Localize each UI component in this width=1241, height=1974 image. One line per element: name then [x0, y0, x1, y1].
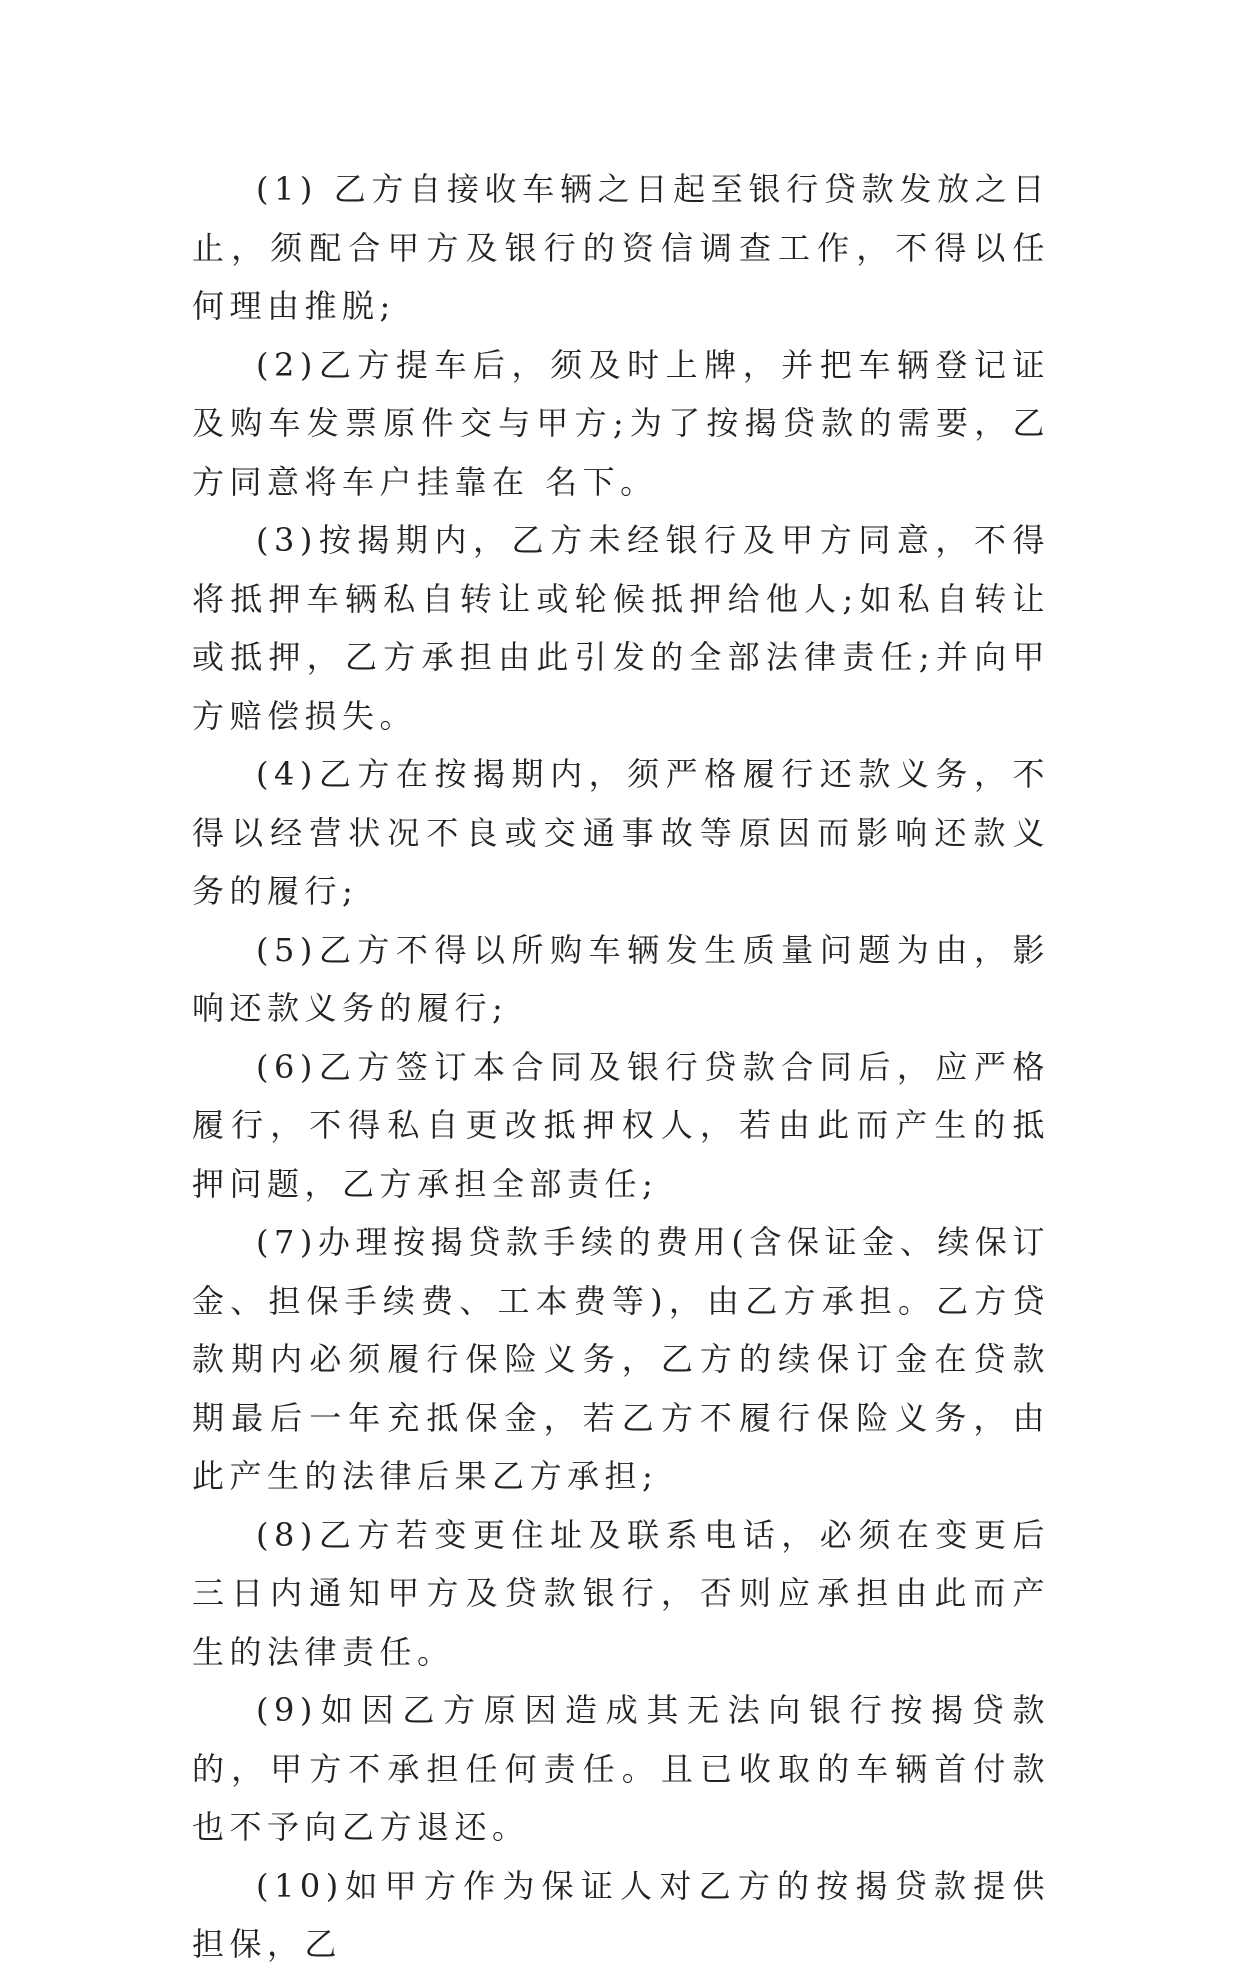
clause-9: (9)如因乙方原因造成其无法向银行按揭贷款的，甲方不承担任何责任。且已收取的车辆首付款也不予向乙方退还。: [192, 1691, 1050, 1846]
clause-6: (6)乙方签订本合同及银行贷款合同后，应严格履行，不得私自更改抵押权人，若由此而产生的抵押问题，乙方承担全部责任;: [192, 1047, 1050, 1203]
clause-4: (4)乙方在按揭期内，须严格履行还款义务，不得以经营状况不良或交通事故等原因而影响还款义务的履行;: [192, 755, 1050, 910]
clause-1: (1) 乙方自接收车辆之日起至银行贷款发放之日止，须配合甲方及银行的资信调查工作，不得以任何理由推脱;: [192, 170, 1050, 325]
clause-5: (5)乙方不得以所购车辆发生质量问题为由，影响还款义务的履行;: [192, 930, 1050, 1027]
document-body: [192, 160, 1050, 1974]
clause-8: (8)乙方若变更住址及联系电话，必须在变更后三日内通知甲方及贷款银行，否则应承担由此而产生的法律责任。: [192, 1515, 1050, 1671]
clause-3: (3)按揭期内，乙方未经银行及甲方同意，不得将抵押车辆私自转让或轮候抵押给他人;如私自转让或抵押，乙方承担由此引发的全部法律责任;并向甲方赔偿损失。: [192, 521, 1050, 735]
clause-2: (2)乙方提车后，须及时上牌，并把车辆登记证及购车发票原件交与甲方;为了按揭贷款的需要，乙方同意将车户挂靠在 名下。: [192, 345, 1050, 501]
clause-10: (10)如甲方作为保证人对乙方的按揭贷款提供担保，乙: [192, 1866, 1050, 1963]
clause-7: (7)办理按揭贷款手续的费用(含保证金、续保订金、担保手续费、工本费等)，由乙方承担。乙方贷款期内必须履行保险义务，乙方的续保订金在贷款期最后一年充抵保金，若乙方不履行保险义务，由此产生的法律后果乙方承担;: [192, 1223, 1050, 1495]
